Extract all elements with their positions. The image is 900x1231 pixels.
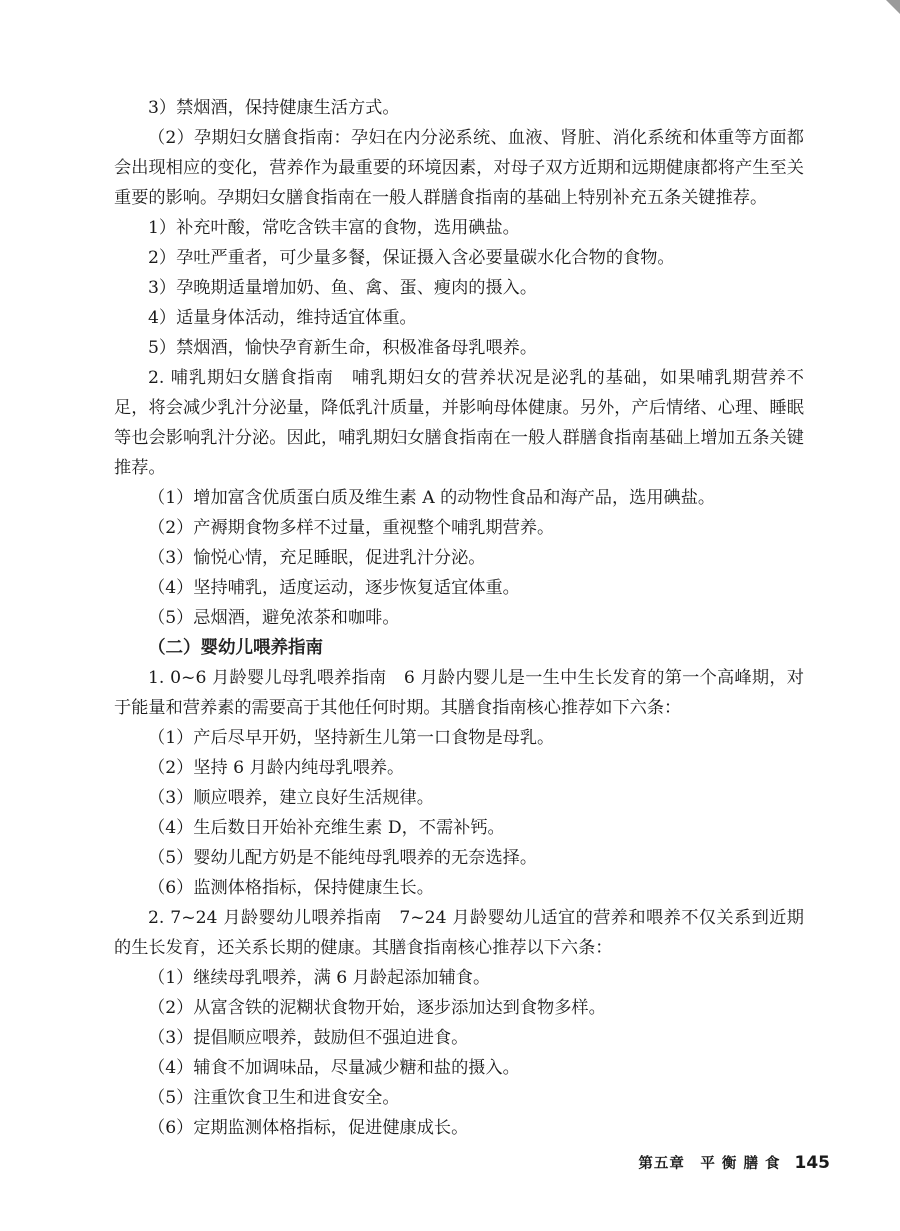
paragraph: （1）产后尽早开奶，坚持新生儿第一口食物是母乳。	[148, 728, 555, 748]
paragraph: （2）坚持 6 月龄内纯母乳喂养。	[148, 758, 405, 778]
paragraph: 3）禁烟酒，保持健康生活方式。	[148, 98, 400, 118]
paragraph: （2）产褥期食物多样不过量，重视整个哺乳期营养。	[148, 518, 555, 538]
paragraph: （1）继续母乳喂养，满 6 月龄起添加辅食。	[148, 968, 491, 988]
paragraph: （3）提倡顺应喂养，鼓励但不强迫进食。	[148, 1028, 469, 1048]
paragraph: （3）愉悦心情，充足睡眠，促进乳汁分泌。	[148, 548, 486, 568]
paragraph: （2）孕期妇女膳食指南：孕妇在内分泌系统、血液、肾脏、消化系统和体重等方面都会出现相应的变化，营养作为最重要的环境因素，对母子双方近期和远期健康都将产生至关重要的影响。孕期妇女膳食指南在一般人群膳食指南的基础上特别补充五条关键推荐。	[114, 128, 804, 208]
paragraph: （4）辅食不加调味品，尽量减少糖和盐的摄入。	[148, 1058, 520, 1078]
paragraph: 5）禁烟酒，愉快孕育新生命，积极准备母乳喂养。	[148, 338, 538, 358]
page-body	[114, 93, 804, 1143]
paragraph: （3）顺应喂养，建立良好生活规律。	[148, 788, 434, 808]
paragraph: （4）坚持哺乳，适度运动，逐步恢复适宜体重。	[148, 578, 520, 598]
paragraph: 4）适量身体活动，维持适宜体重。	[148, 308, 417, 328]
chapter-title: 第五章 平 衡 膳 食	[638, 1156, 781, 1172]
paragraph: （6）监测体格指标，保持健康生长。	[148, 878, 434, 898]
section-heading: （二）婴幼儿喂养指南	[148, 638, 323, 658]
paragraph: 2. 7~24 月龄婴幼儿喂养指南 7~24 月龄婴幼儿适宜的营养和喂养不仅关系到近期的生长发育，还关系长期的健康。其膳食指南核心推荐以下六条：	[114, 908, 804, 958]
paragraph: （4）生后数日开始补充维生素 D，不需补钙。	[148, 818, 505, 838]
page-footer	[638, 1152, 830, 1173]
paragraph: 3）孕晚期适量增加奶、鱼、禽、蛋、瘦肉的摄入。	[148, 278, 538, 298]
paragraph: 1）补充叶酸，常吃含铁丰富的食物，选用碘盐。	[148, 218, 520, 238]
paragraph: 2. 哺乳期妇女膳食指南 哺乳期妇女的营养状况是泌乳的基础，如果哺乳期营养不足，将会减少乳汁分泌量，降低乳汁质量，并影响母体健康。另外，产后情绪、心理、睡眠等也会影响乳汁分泌。因此，哺乳期妇女膳食指南在一般人群膳食指南基础上增加五条关键推荐。	[114, 368, 804, 478]
paragraph: 1. 0~6 月龄婴儿母乳喂养指南 6 月龄内婴儿是一生中生长发育的第一个高峰期，对于能量和营养素的需要高于其他任何时期。其膳食指南核心推荐如下六条：	[114, 668, 804, 718]
paragraph: 2）孕吐严重者，可少量多餐，保证摄入含必要量碳水化合物的食物。	[148, 248, 675, 268]
paragraph: （2）从富含铁的泥糊状食物开始，逐步添加达到食物多样。	[148, 998, 606, 1018]
paragraph: （1）增加富含优质蛋白质及维生素 A 的动物性食品和海产品，选用碘盐。	[148, 488, 716, 508]
paragraph: （5）忌烟酒，避免浓茶和咖啡。	[148, 608, 400, 628]
paragraph: （5）注重饮食卫生和进食安全。	[148, 1088, 400, 1108]
paragraph: （5）婴幼儿配方奶是不能纯母乳喂养的无奈选择。	[148, 848, 538, 868]
page-number: 145	[794, 1153, 830, 1173]
paragraph: （6）定期监测体格指标，促进健康成长。	[148, 1118, 469, 1138]
corner-mark	[886, 0, 900, 14]
